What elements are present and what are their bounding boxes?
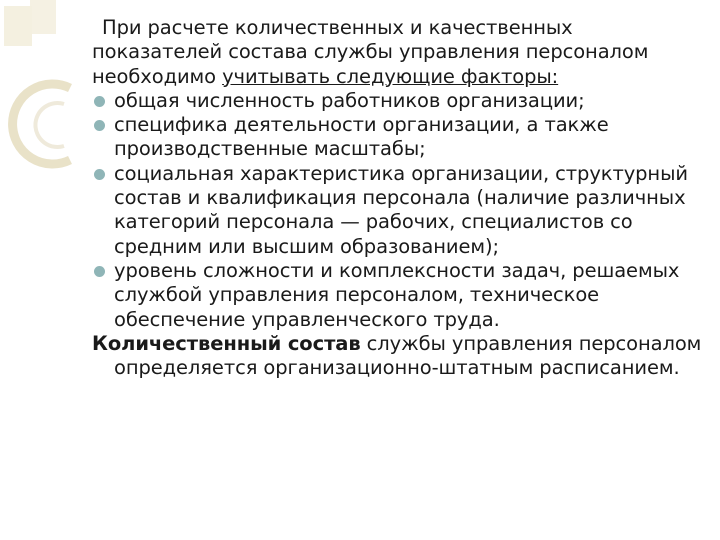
closing-text: службы управления персоналом определяется организационно-штатным расписанием. xyxy=(114,331,702,380)
bullet-dot-icon xyxy=(94,120,105,131)
list-item-text: уровень сложности и комплексности задач, решаемых службой управления персоналом, техническое обеспечение управленческого труда. xyxy=(114,258,680,331)
list-item-text: общая численность работников организации; xyxy=(114,88,585,112)
slide-content xyxy=(92,16,707,380)
closing-bold-text: Количественный состав xyxy=(92,331,361,355)
list-item-text: социальная характеристика организации, структурный состав и квалификация персонала (наличие различных категорий персонала — рабочих, специалистов со средним или высшим образованием); xyxy=(114,161,688,258)
bullet-dot-icon xyxy=(94,169,105,180)
bullet-dot-icon xyxy=(94,266,105,277)
list-item xyxy=(92,113,707,162)
intro-paragraph xyxy=(92,16,707,89)
list-item xyxy=(92,89,707,113)
intro-underlined-text: учитывать следующие факторы: xyxy=(222,64,559,88)
list-item xyxy=(92,259,707,332)
list-item xyxy=(92,162,707,259)
corner-decoration xyxy=(0,0,90,200)
list-item-text: специфика деятельности организации, а также производственные масштабы; xyxy=(114,113,609,161)
factor-list xyxy=(92,89,707,332)
intro-text: При расчете количественных и качественных показателей состава службы управления персоналом необходимо xyxy=(92,16,649,88)
bullet-dot-icon xyxy=(94,96,105,107)
closing-paragraph xyxy=(92,332,707,381)
